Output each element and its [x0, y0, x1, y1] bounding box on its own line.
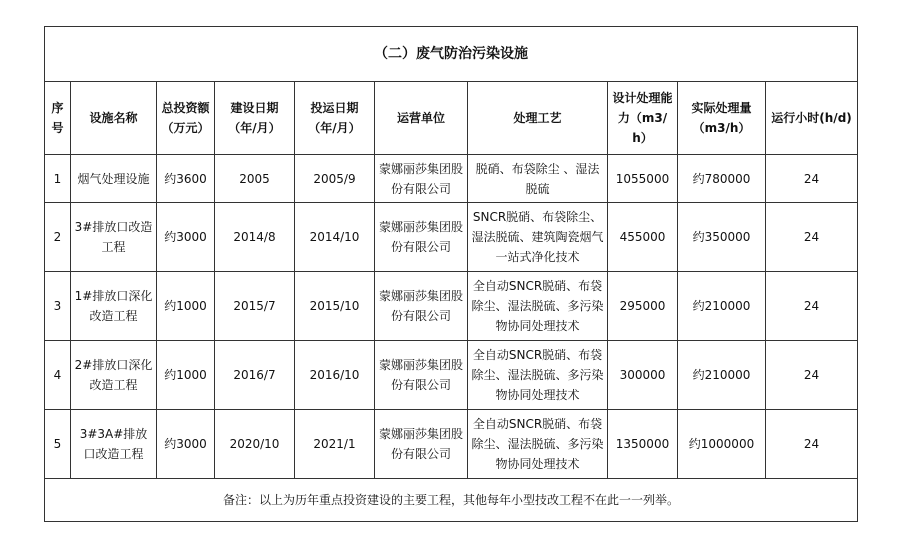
cell-build-date: 2014/8: [215, 203, 295, 272]
facility-table: [44, 26, 858, 522]
cell-operate-date: 2016/10: [295, 341, 375, 410]
cell-operate-date: 2021/1: [295, 410, 375, 479]
header-hours: 运行小时(h/d): [766, 82, 858, 155]
cell-investment: 约1000: [157, 272, 215, 341]
cell-build-date: 2005: [215, 155, 295, 203]
cell-hours: 24: [766, 410, 858, 479]
cell-operator: 蒙娜丽莎集团股份有限公司: [375, 155, 468, 203]
header-process: 处理工艺: [468, 82, 608, 155]
cell-investment: 约3600: [157, 155, 215, 203]
cell-actual: 约350000: [678, 203, 766, 272]
cell-investment: 约3000: [157, 410, 215, 479]
cell-operate-date: 2005/9: [295, 155, 375, 203]
cell-operator: 蒙娜丽莎集团股份有限公司: [375, 341, 468, 410]
cell-name: 3#排放口改造工程: [71, 203, 157, 272]
header-seq: 序号: [45, 82, 71, 155]
cell-operator: 蒙娜丽莎集团股份有限公司: [375, 203, 468, 272]
cell-build-date: 2020/10: [215, 410, 295, 479]
table-row: [45, 410, 858, 479]
cell-seq: 5: [45, 410, 71, 479]
table-row: [45, 341, 858, 410]
header-investment: 总投资额（万元）: [157, 82, 215, 155]
cell-actual: 约210000: [678, 341, 766, 410]
cell-hours: 24: [766, 203, 858, 272]
table-note: 备注：以上为历年重点投资建设的主要工程，其他每年小型技改工程不在此一一列举。: [45, 479, 858, 522]
cell-actual: 约210000: [678, 272, 766, 341]
cell-process: SNCR脱硝、布袋除尘、湿法脱硫、建筑陶瓷烟气一站式净化技术: [468, 203, 608, 272]
table-row: [45, 203, 858, 272]
cell-capacity: 295000: [608, 272, 678, 341]
cell-seq: 3: [45, 272, 71, 341]
cell-hours: 24: [766, 155, 858, 203]
cell-name: 2#排放口深化改造工程: [71, 341, 157, 410]
cell-process: 全自动SNCR脱硝、布袋除尘、湿法脱硫、多污染物协同处理技术: [468, 341, 608, 410]
cell-build-date: 2016/7: [215, 341, 295, 410]
cell-investment: 约3000: [157, 203, 215, 272]
cell-seq: 2: [45, 203, 71, 272]
header-operator: 运营单位: [375, 82, 468, 155]
header-operate-date: 投运日期（年/月）: [295, 82, 375, 155]
cell-process: 全自动SNCR脱硝、布袋除尘、湿法脱硫、多污染物协同处理技术: [468, 272, 608, 341]
cell-build-date: 2015/7: [215, 272, 295, 341]
cell-seq: 1: [45, 155, 71, 203]
header-actual: 实际处理量（m3/h）: [678, 82, 766, 155]
cell-operate-date: 2015/10: [295, 272, 375, 341]
cell-operator: 蒙娜丽莎集团股份有限公司: [375, 272, 468, 341]
cell-investment: 约1000: [157, 341, 215, 410]
cell-actual: 约780000: [678, 155, 766, 203]
cell-operate-date: 2014/10: [295, 203, 375, 272]
cell-capacity: 455000: [608, 203, 678, 272]
table-row: [45, 272, 858, 341]
cell-operator: 蒙娜丽莎集团股份有限公司: [375, 410, 468, 479]
header-capacity: 设计处理能力（m3/h）: [608, 82, 678, 155]
cell-hours: 24: [766, 341, 858, 410]
cell-name: 烟气处理设施: [71, 155, 157, 203]
table-row: [45, 155, 858, 203]
cell-seq: 4: [45, 341, 71, 410]
cell-capacity: 1055000: [608, 155, 678, 203]
header-row: [45, 82, 858, 155]
table-title: （二）废气防治污染设施: [45, 27, 858, 82]
cell-actual: 约1000000: [678, 410, 766, 479]
header-name: 设施名称: [71, 82, 157, 155]
cell-process: 脱硝、布袋除尘 、湿法脱硫: [468, 155, 608, 203]
cell-capacity: 1350000: [608, 410, 678, 479]
cell-name: 3#3A#排放口改造工程: [71, 410, 157, 479]
cell-capacity: 300000: [608, 341, 678, 410]
header-build-date: 建设日期（年/月）: [215, 82, 295, 155]
facility-table-container: [44, 26, 857, 522]
cell-name: 1#排放口深化改造工程: [71, 272, 157, 341]
cell-process: 全自动SNCR脱硝、布袋除尘、湿法脱硫、多污染物协同处理技术: [468, 410, 608, 479]
cell-hours: 24: [766, 272, 858, 341]
